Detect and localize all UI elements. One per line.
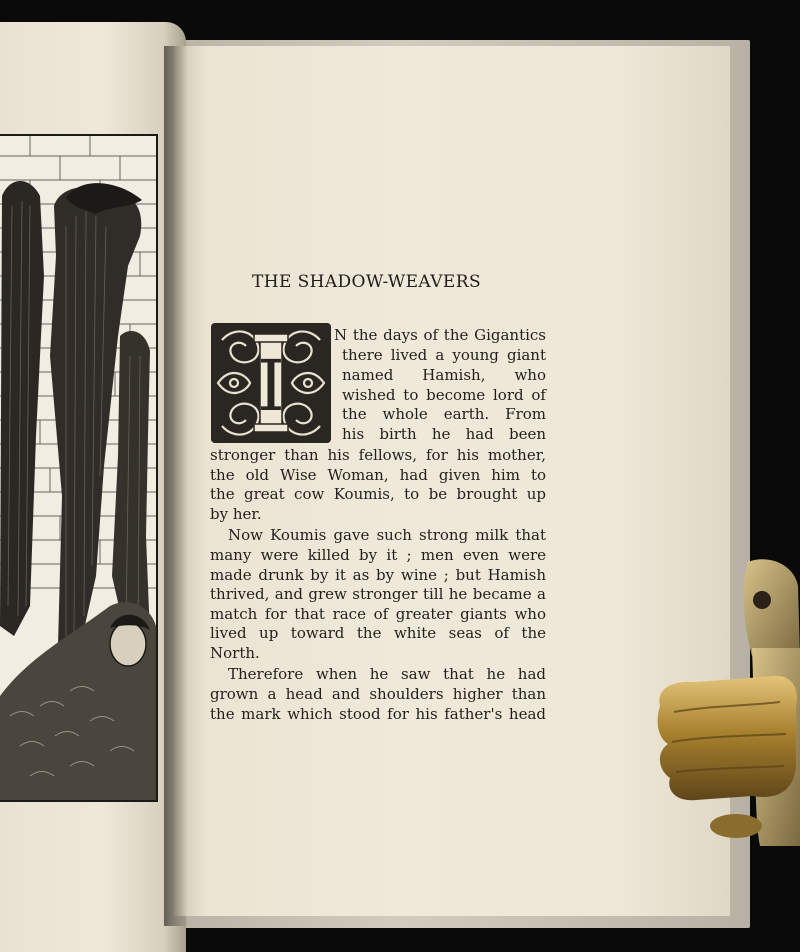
text-line-20: the mark which stood for his father's head: [210, 705, 546, 723]
text-line-12: many were killed by it ; men even were: [210, 546, 546, 564]
text-line-16: lived up toward the white seas of the: [210, 624, 546, 642]
drop-cap-letter: I: [257, 345, 285, 427]
text-line-11: Now Koumis gave such strong milk that: [228, 526, 546, 544]
text-line-17: North.: [210, 644, 260, 662]
illustration-panel: [0, 134, 158, 802]
text-line-15: match for that race of greater giants who: [210, 605, 546, 623]
drop-cap-initial: [210, 322, 332, 444]
text-line-1: N the days of the Gigantics: [334, 326, 546, 344]
text-line-5: the whole earth. From: [342, 405, 546, 423]
text-line-14: thrived, and grew stronger till he became a: [210, 585, 546, 603]
text-line-19: grown a head and shoulders higher than: [210, 685, 546, 703]
text-line-10: by her.: [210, 505, 262, 523]
text-line-18: Therefore when he saw that he had: [228, 665, 546, 683]
left-page: [0, 22, 186, 952]
text-line-9: the great cow Koumis, to be brought up: [210, 485, 546, 503]
celtic-knot-ornament: [210, 322, 332, 444]
shadow-figures-illustration: [0, 136, 156, 800]
text-line-3: named Hamish, who: [342, 366, 546, 384]
text-line-6: his birth he had been: [342, 425, 546, 443]
text-line-2: there lived a young giant: [342, 346, 546, 364]
text-line-4: wished to become lord of: [342, 386, 546, 404]
gutter-shadow: [164, 46, 188, 926]
chapter-title: THE SHADOW-WEAVERS: [252, 272, 481, 292]
brass-page-clip: [656, 556, 800, 846]
text-line-13: made drunk by it as by wine ; but Hamish: [210, 566, 546, 584]
text-line-8: the old Wise Woman, had given him to: [210, 466, 546, 484]
text-line-7: stronger than his fellows, for his mother,: [210, 446, 546, 464]
